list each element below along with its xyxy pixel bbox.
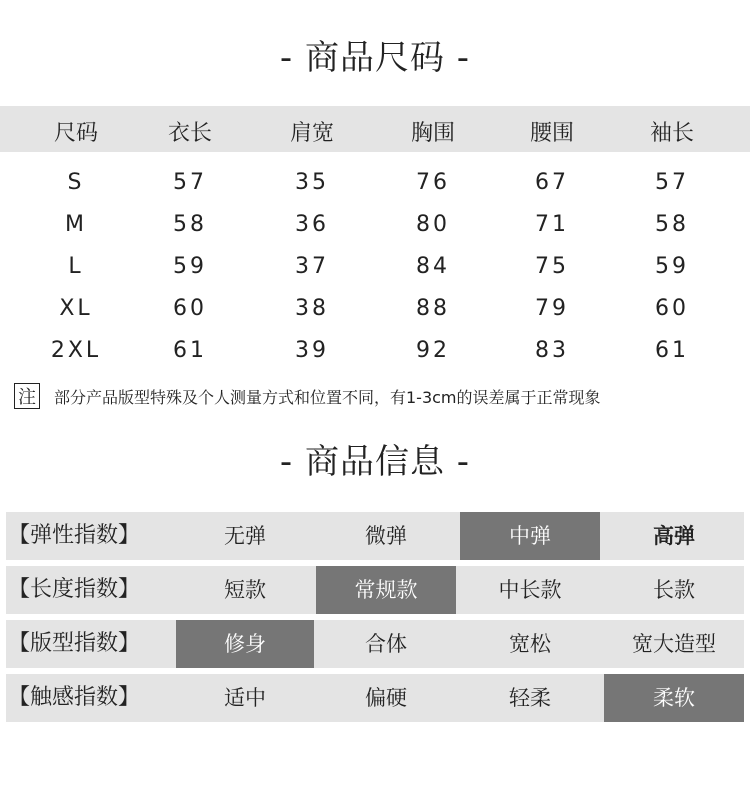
table-cell: L (68, 254, 84, 279)
table-cell: 35 (295, 170, 329, 195)
table-cell: 59 (173, 254, 207, 279)
info-option: 中长款 (498, 578, 562, 602)
table-cell: 60 (173, 296, 207, 321)
table-cell: 37 (295, 254, 329, 279)
header-chest: 胸围 (410, 121, 455, 146)
info-option: 偏硬 (365, 686, 407, 710)
table-cell: 80 (416, 212, 450, 237)
header-waist: 腰围 (529, 121, 574, 146)
table-row (0, 332, 750, 374)
table-row (0, 248, 750, 290)
table-cell: 39 (295, 338, 329, 363)
note-text: 部分产品版型特殊及个人测量方式和位置不同，有1-3cm的误差属于正常现象 (54, 387, 601, 407)
info-section-title: - 商品信息 - (279, 442, 471, 482)
info-option: 高弹 (653, 524, 695, 548)
info-option: 宽大造型 (632, 632, 716, 656)
info-option: 修身 (176, 620, 314, 668)
table-cell: 67 (535, 170, 569, 195)
table-cell: 83 (535, 338, 569, 363)
header-length: 衣长 (167, 121, 212, 146)
info-option: 无弹 (224, 524, 266, 548)
table-cell: XL (59, 296, 93, 321)
table-row (0, 290, 750, 332)
size-table-header (0, 106, 750, 152)
table-cell: 79 (535, 296, 569, 321)
header-sleeve: 袖长 (649, 121, 694, 146)
header-size: 尺码 (53, 121, 98, 146)
size-section-title: - 商品尺码 - (279, 38, 471, 78)
table-cell: 61 (173, 338, 207, 363)
note-badge: 注 (14, 383, 40, 409)
table-cell: 58 (173, 212, 207, 237)
table-row (0, 164, 750, 206)
table-row (0, 206, 750, 248)
table-cell: 57 (173, 170, 207, 195)
table-cell: 38 (295, 296, 329, 321)
info-label: 【弹性指数】 (8, 523, 141, 548)
table-cell: 59 (655, 254, 689, 279)
info-option: 宽松 (509, 632, 551, 656)
table-cell: 75 (535, 254, 569, 279)
table-cell: 92 (416, 338, 450, 363)
info-label: 【长度指数】 (8, 577, 141, 602)
info-row-touch (6, 674, 744, 722)
table-cell: 76 (416, 170, 450, 195)
table-cell: 2XL (50, 338, 102, 363)
info-label: 【触感指数】 (8, 685, 141, 710)
info-row-length (6, 566, 744, 614)
table-cell: 58 (655, 212, 689, 237)
info-option: 轻柔 (509, 686, 551, 710)
table-cell: 84 (416, 254, 450, 279)
info-label: 【版型指数】 (8, 631, 141, 656)
table-cell: S (67, 170, 85, 195)
measurement-note (14, 382, 601, 410)
info-option: 短款 (224, 578, 266, 602)
info-option: 中弹 (460, 512, 600, 560)
table-cell: 71 (535, 212, 569, 237)
header-shoulder: 肩宽 (289, 121, 334, 146)
info-option: 柔软 (604, 674, 744, 722)
table-cell: 60 (655, 296, 689, 321)
info-row-elasticity (6, 512, 744, 560)
info-option: 常规款 (316, 566, 456, 614)
table-cell: 61 (655, 338, 689, 363)
info-option: 合体 (365, 632, 407, 656)
info-row-fit (6, 620, 744, 668)
info-option: 适中 (224, 686, 266, 710)
table-cell: 88 (416, 296, 450, 321)
table-cell: M (65, 212, 87, 237)
info-option: 长款 (653, 578, 695, 602)
table-cell: 57 (655, 170, 689, 195)
info-option: 微弹 (365, 524, 407, 548)
table-cell: 36 (295, 212, 329, 237)
